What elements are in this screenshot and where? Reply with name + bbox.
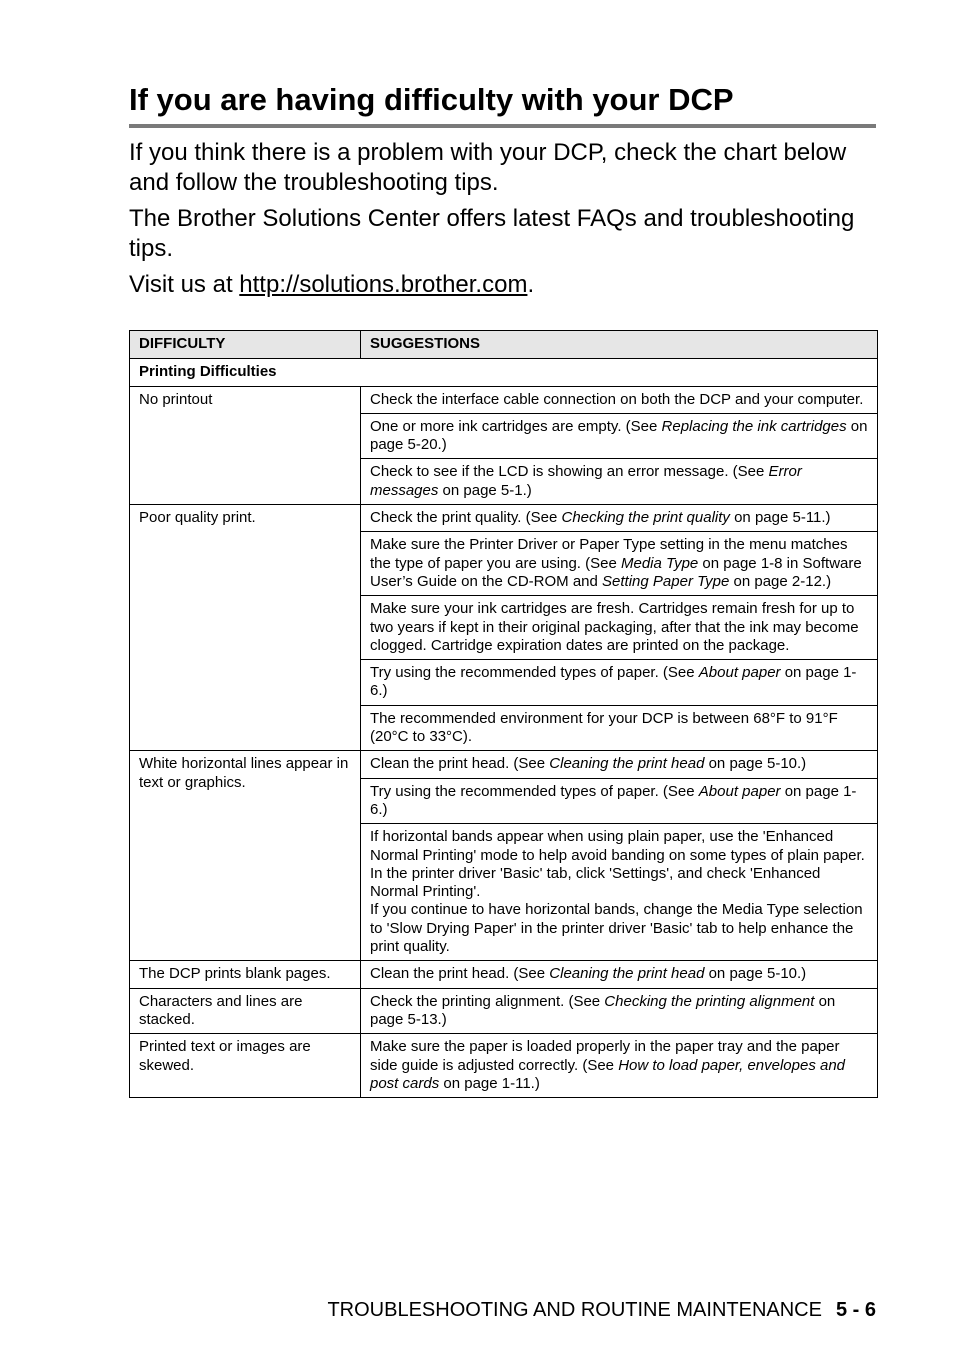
suggestion-text: on page 5-1.) (438, 481, 532, 499)
difficulty-column-header: DIFFICULTY (130, 331, 361, 359)
table-row (130, 751, 878, 778)
suggestion-text: on page 2-12.) (729, 572, 832, 590)
suggestion-text: on page 5-20.) (370, 417, 868, 454)
intro-text (129, 138, 879, 306)
suggestion-text: Check the printing alignment. (See (370, 992, 605, 1010)
table-row (130, 961, 878, 988)
title-underline (129, 124, 876, 128)
visit-prefix: Visit us at (129, 271, 240, 298)
suggestion-text: on page 5-13.) (370, 992, 836, 1028)
difficulty-cell: The DCP prints blank pages. (130, 961, 361, 988)
suggestion-text: The recommended environment for your DCP is between 68°F to 91°F (20°C to 33°C). (370, 709, 838, 746)
intro-paragraph-2: The Brother Solutions Center offers latest FAQs and troubleshooting tips. (129, 205, 855, 262)
cross-reference: Media Type (621, 554, 699, 572)
suggestion-text: Check to see if the LCD is showing an error message. (See (370, 463, 769, 481)
suggestion-cell (361, 961, 878, 988)
suggestion-cell (361, 824, 878, 961)
suggestion-cell (361, 532, 878, 596)
suggestion-cell (361, 660, 878, 706)
suggestion-text: One or more ink cartridges are empty. (See (370, 417, 662, 435)
visit-suffix: . (527, 271, 535, 298)
suggestion-text: Make sure the Printer Driver or Paper Type setting in the menu matches the type of paper you are using. (See (370, 536, 848, 572)
suggestion-text: on page 1-6.) (370, 782, 857, 818)
suggestion-cell (361, 413, 878, 459)
suggestion-text: on page 1-6.) (370, 664, 857, 700)
page-number: 5 - 6 (835, 1299, 876, 1321)
cross-reference: Replacing the ink cartridges (661, 417, 847, 435)
suggestion-text: on page 5-10.) (704, 755, 807, 773)
suggestion-text: Try using the recommended types of paper. (See (370, 782, 699, 800)
cross-reference: Checking the print quality (561, 509, 730, 527)
suggestion-cell (361, 988, 878, 1034)
suggestion-text: Clean the print head. (See (370, 965, 550, 983)
table-header-row (130, 331, 878, 359)
cross-reference: About paper (698, 664, 781, 682)
suggestion-cell (361, 505, 878, 532)
suggestion-cell (361, 459, 878, 505)
cross-reference: Error messages (370, 463, 802, 499)
difficulty-cell: No printout (130, 386, 361, 504)
footer-section-title: TROUBLESHOOTING AND ROUTINE MAINTENANCE (327, 1299, 822, 1321)
cross-reference: Checking the printing alignment (604, 992, 815, 1010)
table-row (130, 505, 878, 532)
suggestion-text: If horizontal bands appear when using plain paper, use the 'Enhanced Normal Printing' mode to help avoid banding on some types of plain paper. In the printer driver 'Basic' tab, click 'Settings', and check 'Enhanced Normal Printing'. (370, 828, 865, 901)
cross-reference: Cleaning the print head (549, 965, 705, 983)
difficulty-cell: White horizontal lines appear in text or graphics. (130, 751, 361, 961)
suggestion-cell (361, 705, 878, 751)
cross-reference: How to load paper, envelopes and post cards (370, 1056, 846, 1092)
table-row (130, 386, 878, 413)
difficulty-cell: Poor quality print. (130, 505, 361, 751)
suggestion-text: Check the interface cable connection on both the DCP and your computer. (370, 390, 864, 408)
suggestion-cell (361, 386, 878, 413)
suggestion-cell (361, 778, 878, 824)
suggestion-cell (361, 751, 878, 778)
suggestion-text: on page 1-11.) (439, 1074, 540, 1092)
solutions-center-link[interactable]: http://solutions.brother.com (239, 271, 528, 298)
table-body (130, 359, 878, 1098)
suggestion-cell (361, 596, 878, 660)
suggestion-text: on page 5-11.) (729, 509, 831, 527)
suggestion-text: If you continue to have horizontal bands, change the Media Type selection to 'Slow Drying Paper' in the printer driver 'Basic' tab to help enhance the print quality. (370, 901, 863, 956)
troubleshooting-table (129, 330, 878, 1098)
section-row (130, 359, 878, 386)
difficulty-cell: Printed text or images are skewed. (130, 1034, 361, 1098)
suggestion-text: Try using the recommended types of paper. (See (370, 664, 699, 682)
cross-reference: Cleaning the print head (549, 755, 705, 773)
suggestion-cell (361, 1034, 878, 1098)
intro-paragraph-3 (129, 270, 879, 300)
suggestion-text: on page 1-8 in Software User’s Guide on the CD-ROM and (370, 554, 862, 590)
page-title: If you are having difficulty with your DCP (129, 82, 734, 117)
intro-paragraph-1: If you think there is a problem with your DCP, check the chart below and follow the troubleshooting tips. (129, 139, 847, 196)
suggestion-text: Make sure your ink cartridges are fresh. Cartridges remain fresh for up to two years if kept in their original packaging, after that the ink may become clogged. Cartridge expiration dates are printed on the package. (370, 600, 859, 654)
page-footer (327, 1299, 876, 1322)
cross-reference: Setting Paper Type (602, 572, 730, 590)
difficulty-cell: Characters and lines are stacked. (130, 988, 361, 1034)
suggestion-text: Clean the print head. (See (370, 755, 550, 773)
cross-reference: About paper (698, 782, 781, 800)
suggestion-text: on page 5-10.) (704, 965, 807, 983)
table-row (130, 988, 878, 1034)
suggestions-column-header: SUGGESTIONS (361, 331, 878, 359)
table-row (130, 1034, 878, 1098)
suggestion-text: Check the print quality. (See (370, 509, 562, 527)
suggestion-text: Make sure the paper is loaded properly in the paper tray and the paper side guide is adjusted correctly. (See (370, 1038, 840, 1074)
section-label: Printing Difficulties (130, 359, 878, 386)
